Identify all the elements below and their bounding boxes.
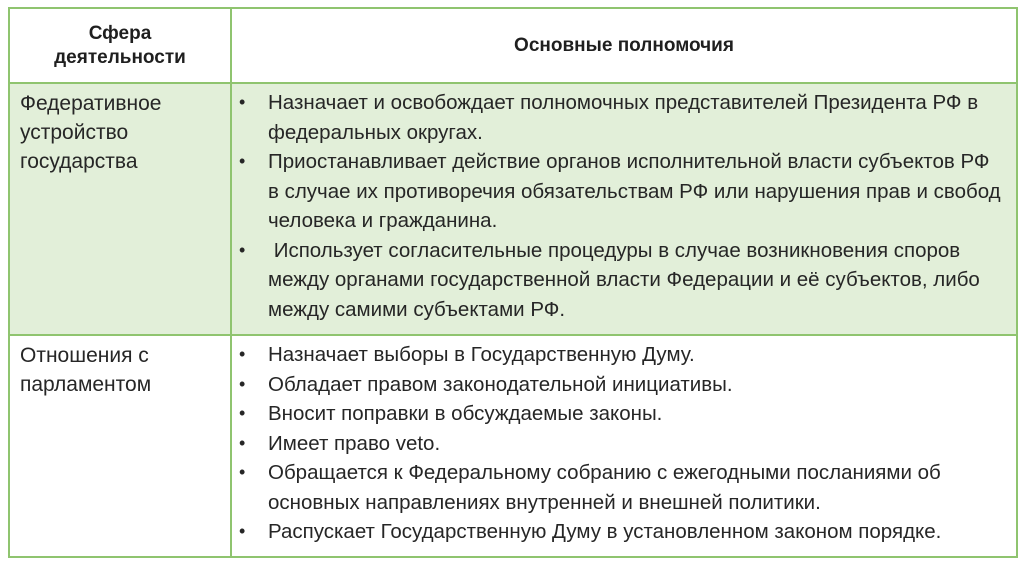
- powers-cell: [231, 335, 1017, 557]
- powers-table: [8, 7, 1018, 558]
- bullet-icon: •: [239, 151, 246, 171]
- list-item: • Распускает Государственную Думу в установленном законом порядке.: [268, 517, 1006, 547]
- list-item: • Приостанавливает действие органов исполнительной власти субъектов РФ в случае их противоречия обязательствам РФ или нарушения прав и свобод человека и гражданина.: [268, 147, 1006, 236]
- header-powers: [231, 8, 1017, 83]
- powers-list: [232, 84, 1016, 324]
- bullet-icon: •: [239, 344, 246, 364]
- powers-list: [232, 336, 1016, 547]
- table-row: [9, 335, 1017, 557]
- sphere-label: Отношения с парламентом: [20, 344, 152, 396]
- list-item: • Вносит поправки в обсуждаемые законы.: [268, 399, 1006, 429]
- table-header-row: [9, 8, 1017, 83]
- bullet-icon: •: [239, 462, 246, 482]
- bullet-icon: •: [239, 432, 246, 453]
- bullet-icon: •: [239, 239, 246, 260]
- bullet-icon: •: [239, 373, 246, 394]
- list-item: • Использует согласительные процедуры в случае возникновения споров между органами государственной власти Федерации и её субъектов, либо между самими субъектами РФ.: [268, 236, 1006, 325]
- list-item: • Обращается к Федеральному собранию с ежегодными посланиями об основных направлениях внутренней и внешней политики.: [268, 458, 1006, 517]
- bullet-icon: •: [239, 521, 246, 541]
- header-sphere: [9, 8, 231, 83]
- header-powers-label: Основные полномочия: [514, 34, 734, 56]
- sphere-cell: [9, 83, 231, 335]
- list-item: • Имеет право veto.: [268, 429, 1006, 459]
- bullet-icon: •: [239, 92, 246, 112]
- sphere-label: Федеративное устройство государства: [20, 92, 162, 173]
- list-item: • Назначает выборы в Государственную Думу.: [268, 340, 1006, 370]
- powers-cell: [231, 83, 1017, 335]
- sphere-cell: [9, 335, 231, 557]
- list-item: • Обладает правом законодательной инициативы.: [268, 370, 1006, 400]
- list-item: • Назначает и освобождает полномочных представителей Президента РФ в федеральных округах.: [268, 88, 1006, 147]
- header-sphere-label: Сфера деятельности: [54, 22, 186, 68]
- bullet-icon: •: [239, 403, 246, 423]
- table-row: [9, 83, 1017, 335]
